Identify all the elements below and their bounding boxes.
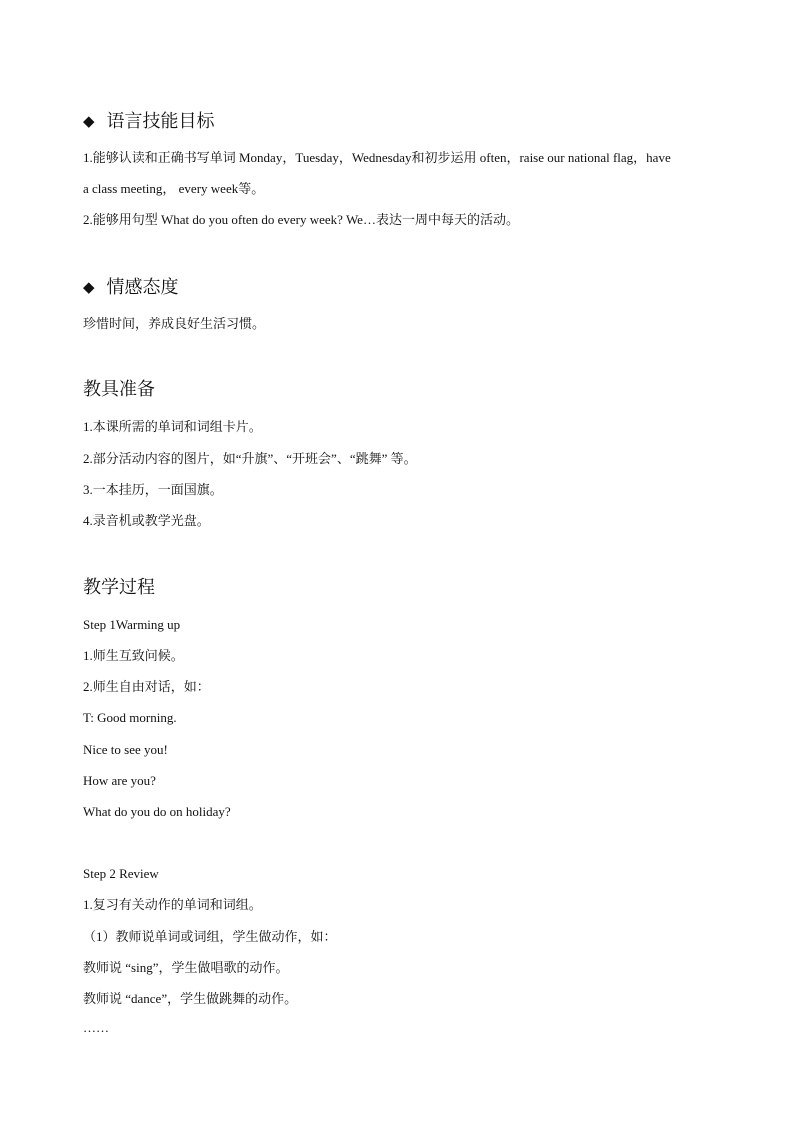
paragraph-line: 1.师生互致问候。 — [83, 648, 184, 663]
step-title: Step 2 Review — [83, 866, 159, 881]
step-title: Step 1Warming up — [83, 617, 181, 632]
heading-emotion-title: 情感态度 — [106, 277, 179, 298]
paragraph-line: How are you? — [83, 773, 156, 788]
paragraph-line: 珍惜时间，养成良好生活习惯。 — [83, 316, 266, 331]
paragraph-line: T: Good morning. — [83, 710, 177, 725]
paragraph-line: 教师说 “dance”，学生做跳舞的动作。 — [83, 991, 298, 1006]
paragraph-line: 教师说 “sing”，学生做唱歌的动作。 — [83, 960, 289, 975]
paragraph-line: 4.录音机或教学光盘。 — [83, 513, 210, 528]
paragraph-line: （1）教师说单词或词组，学生做动作，如： — [83, 929, 337, 944]
heading-emotion — [83, 275, 179, 300]
diamond-bullet-icon: ◆ — [83, 278, 95, 296]
diamond-bullet-icon: ◆ — [83, 112, 95, 130]
paragraph-line: 1.能够认读和正确书写单词 Monday，Tuesday，Wednesday和初步运用 often，raise our national flag，have — [83, 150, 671, 165]
paragraph-line: 1.复习有关动作的单词和词组。 — [83, 897, 262, 912]
heading-materials: 教具准备 — [83, 379, 155, 400]
paragraph-line: 3.一本挂历，一面国旗。 — [83, 482, 223, 497]
heading-process: 教学过程 — [83, 577, 155, 598]
paragraph-line: 1.本课所需的单词和词组卡片。 — [83, 419, 262, 434]
paragraph-line: a class meeting， every week等。 — [83, 181, 265, 196]
heading-language-goal-title: 语言技能目标 — [106, 111, 215, 132]
paragraph-line: 2.部分活动内容的图片，如“升旗”、“开班会”、“跳舞” 等。 — [83, 451, 417, 466]
paragraph-line: Nice to see you! — [83, 742, 168, 757]
paragraph-line: 2.能够用句型 What do you often do every week? We…表达一周中每天的活动。 — [83, 212, 519, 227]
ellipsis-line: …… — [83, 1020, 109, 1035]
paragraph-line: What do you do on holiday? — [83, 804, 231, 819]
heading-language-goal — [83, 109, 215, 134]
paragraph-line: 2.师生自由对话，如： — [83, 679, 210, 694]
